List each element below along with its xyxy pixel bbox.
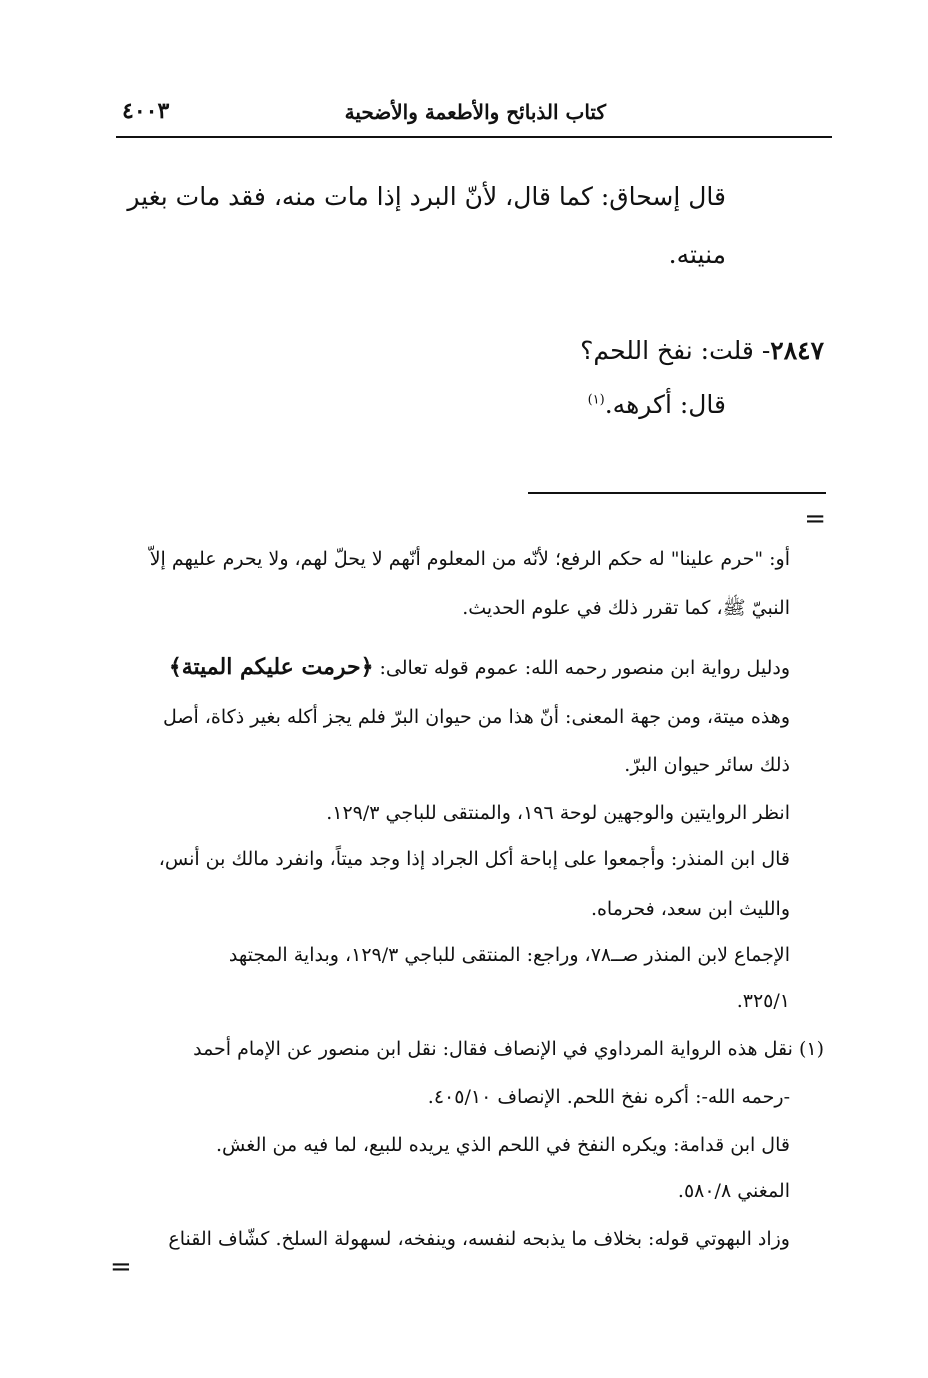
- main-paragraph-line-1: قال إسحاق: كما قال، لأنّ البرد إذا مات منه، فقد مات بغير: [127, 182, 726, 211]
- entry-2847-question: [580, 336, 824, 365]
- footnote-line: وهذه ميتة، ومن جهة المعنى: أنّ هذا من حيوان البرّ فلم يجز أكله بغير ذكاة، أصل: [162, 706, 790, 728]
- footnote-line: -رحمه الله-: أكره نفخ اللحم. الإنصاف ٤٠٥/١٠.: [427, 1086, 790, 1108]
- entry-2847-answer: [588, 390, 726, 419]
- footnote-line: وزاد البهوتي قوله: بخلاف ما يذبحه لنفسه، وينفخه، لسهولة السلخ. كشّاف القناع: [168, 1228, 790, 1250]
- main-paragraph-line-2: منيته.: [668, 240, 726, 269]
- footnote-line: ذلك سائر حيوان البرّ.: [624, 754, 790, 776]
- continuation-mark: =: [804, 504, 826, 534]
- footnote-line: قال ابن قدامة: ويكره النفخ في اللحم الذي يريده للبيع، لما فيه من الغش.: [216, 1134, 790, 1156]
- footnote-line: المغني ٥٨٠/٨.: [677, 1180, 790, 1202]
- quran-verse: ﴿حرمت عليكم الميتة﴾: [168, 654, 374, 680]
- footnote-separator: [528, 492, 826, 494]
- footnote-line: الإجماع لابن المنذر صــ٧٨، وراجع: المنتقى للباجي ١٢٩/٣، وبداية المجتهد: [228, 944, 790, 966]
- header-title: كتاب الذبائح والأطعمة والأضحية: [344, 100, 606, 124]
- footnote-line: أو: "حرم علينا" له حكم الرفع؛ لأنّه من المعلوم أنّهم لا يحلّ لهم، ولا يحرم عليهم إلاّ: [149, 548, 790, 570]
- footnote-line: قال ابن المنذر: وأجمعوا على إباحة أكل الجراد إذا وجد ميتاً، وانفرد مالك بن أنس،: [158, 848, 790, 870]
- footnote-line: [169, 654, 790, 680]
- footnote-1-line: (١) نقل هذه الرواية المرداوي في الإنصاف فقال: نقل ابن منصور عن الإمام أحمد: [193, 1038, 824, 1060]
- entry-answer-text: قال: أكرهه.: [604, 390, 726, 419]
- page-number: ٤٠٠٣: [122, 98, 170, 124]
- end-continuation-mark: =: [110, 1252, 132, 1282]
- entry-question-text: - قلت: نفخ اللحم؟: [580, 336, 771, 365]
- running-header: [116, 96, 832, 138]
- footnote-text: ودليل رواية ابن منصور رحمه الله: عموم قوله تعالى:: [379, 657, 790, 679]
- footnote-ref-1: (١): [587, 392, 605, 408]
- footnote-line: والليث ابن سعد، فحرماه.: [590, 898, 790, 920]
- footnote-line: ٣٢٥/١.: [736, 990, 790, 1012]
- footnote-line: انظر الروايتين والوجهين لوحة ١٩٦، والمنتقى للباجي ١٢٩/٣.: [326, 802, 790, 824]
- entry-number: ٢٨٤٧: [770, 336, 824, 365]
- footnote-line: النبيّ ﷺ، كما تقرر ذلك في علوم الحديث.: [462, 597, 790, 619]
